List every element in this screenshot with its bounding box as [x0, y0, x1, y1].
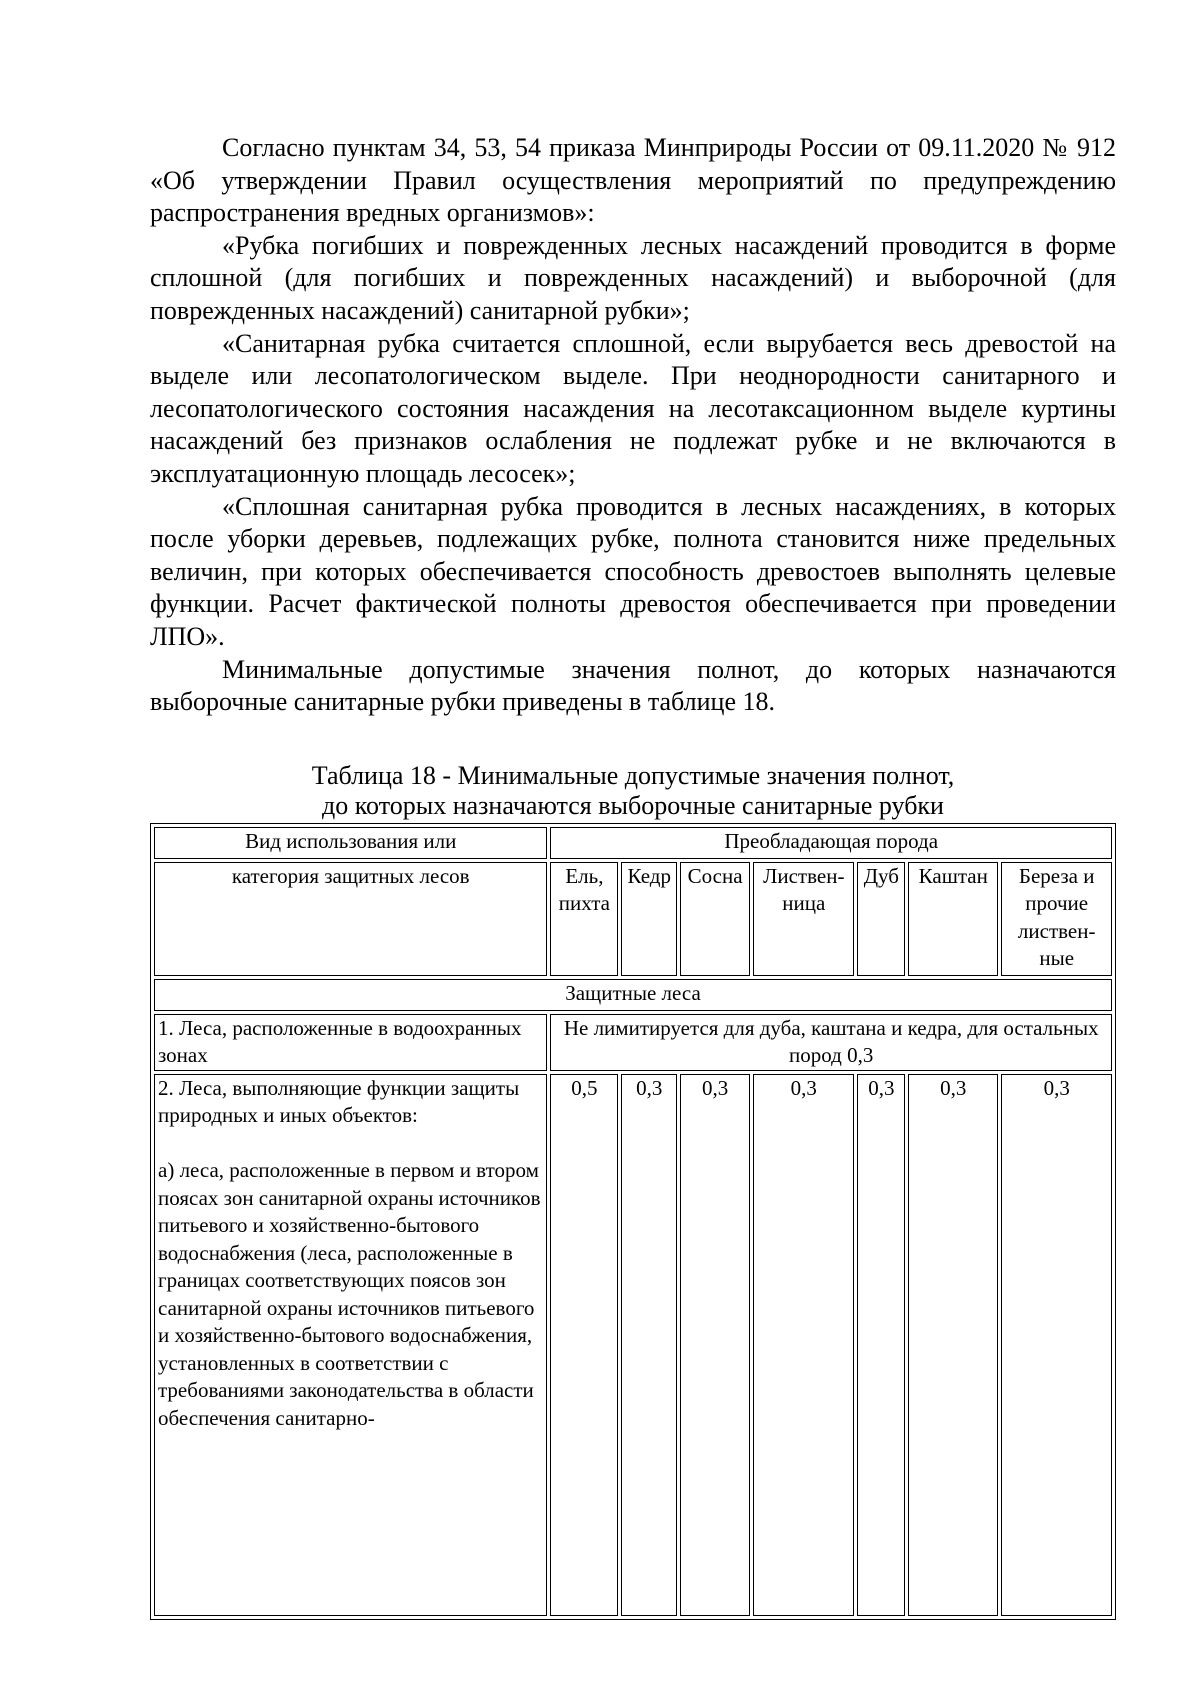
header-species-larch: Листвен-ница [753, 862, 854, 976]
table-caption-line-2: до которых назначаются выборочные санитарные рубки [322, 790, 944, 820]
paragraph-3: «Санитарная рубка считается сплошной, если вырубается весь древостой на выделе или лесопатологическом выделе. При неоднородности санитарного и лесопатологического состояния насаждения на лесотаксационном выделе куртины насаждений без признаков ослабления не подлежат рубке и не включаются в эксплуатационную площадь лесосек»; [150, 328, 1116, 488]
table-header-row-2 [154, 862, 1112, 976]
header-forest-category: категория защитных лесов [154, 862, 547, 976]
header-species-chestnut: Каштан [908, 862, 998, 976]
row-2-value-oak: 0,3 [857, 1074, 905, 1616]
row-2-value-chestnut: 0,3 [908, 1074, 998, 1616]
header-species-pine: Сосна [680, 862, 750, 976]
row-2-value-spruce-fir: 0,5 [550, 1074, 618, 1616]
row-2-value-pine: 0,3 [680, 1074, 750, 1616]
header-usage-type: Вид использования или [154, 827, 547, 859]
table-18 [150, 823, 1116, 1620]
table-section-row [154, 979, 1112, 1011]
paragraph-5: Минимальные допустимые значения полнот, до которых назначаются выборочные санитарные рубки приведены в таблице 18. [150, 654, 1116, 717]
section-protective-forests: Защитные леса [154, 979, 1112, 1011]
header-species-spruce-fir: Ель, пихта [550, 862, 618, 976]
row-2-label-cell [154, 1074, 547, 1616]
row-2-sublabel: а) леса, расположенные в первом и втором поясах зон санитарной охраны источников питьевого и хозяйственно-бытового водоснабжения (леса, расположенные в границах соответствующих поясов зон санитарной охраны источников питьевого и хозяйственно-бытового водоснабжения, установленных в соответствии с требованиями законодательства в области обеспечения санитарно- [158, 1158, 541, 1430]
row-2-value-cedar: 0,3 [621, 1074, 677, 1616]
paragraph-2: «Рубка погибших и поврежденных лесных насаждений проводится в форме сплошной (для погибших и поврежденных насаждений) и выборочной (для поврежденных насаждений) санитарной рубки»; [150, 230, 1116, 325]
paragraph-1: Согласно пунктам 34, 53, 54 приказа Минприроды России от 09.11.2020 № 912 «Об утверждении Правил осуществления мероприятий по предупреждению распространения вредных организмов»: [150, 133, 1116, 228]
header-species-cedar: Кедр [621, 862, 677, 976]
paragraph-4: «Сплошная санитарная рубка проводится в лесных насаждениях, в которых после уборки деревьев, подлежащих рубке, полнота становится ниже предельных величин, при которых обеспечивается способность древостоев выполнять целевые функции. Расчет фактической полноты древостоя обеспечивается при проведении ЛПО». [150, 491, 1116, 651]
table-caption-line-1: Таблица 18 - Минимальные допустимые значения полнот, [311, 760, 955, 790]
table-row [154, 1014, 1112, 1071]
row-1-label: 1. Леса, расположенные в водоохранных зонах [154, 1014, 547, 1071]
row-2-label: 2. Леса, выполняющие функции защиты природных и иных объектов: [158, 1075, 520, 1128]
document-page [150, 132, 1116, 1620]
table-header-row-1 [154, 827, 1112, 859]
header-dominant-species: Преобладающая порода [550, 827, 1112, 859]
table-caption [150, 761, 1116, 821]
row-2-value-larch: 0,3 [753, 1074, 854, 1616]
row-2-value-birch-other: 0,3 [1001, 1074, 1112, 1616]
row-1-value: Не лимитируется для дуба, каштана и кедра, для остальных пород 0,3 [550, 1014, 1112, 1071]
header-species-birch-other: Береза и прочие листвен-ные [1001, 862, 1112, 976]
table-row [154, 1074, 1112, 1616]
header-species-oak: Дуб [857, 862, 905, 976]
